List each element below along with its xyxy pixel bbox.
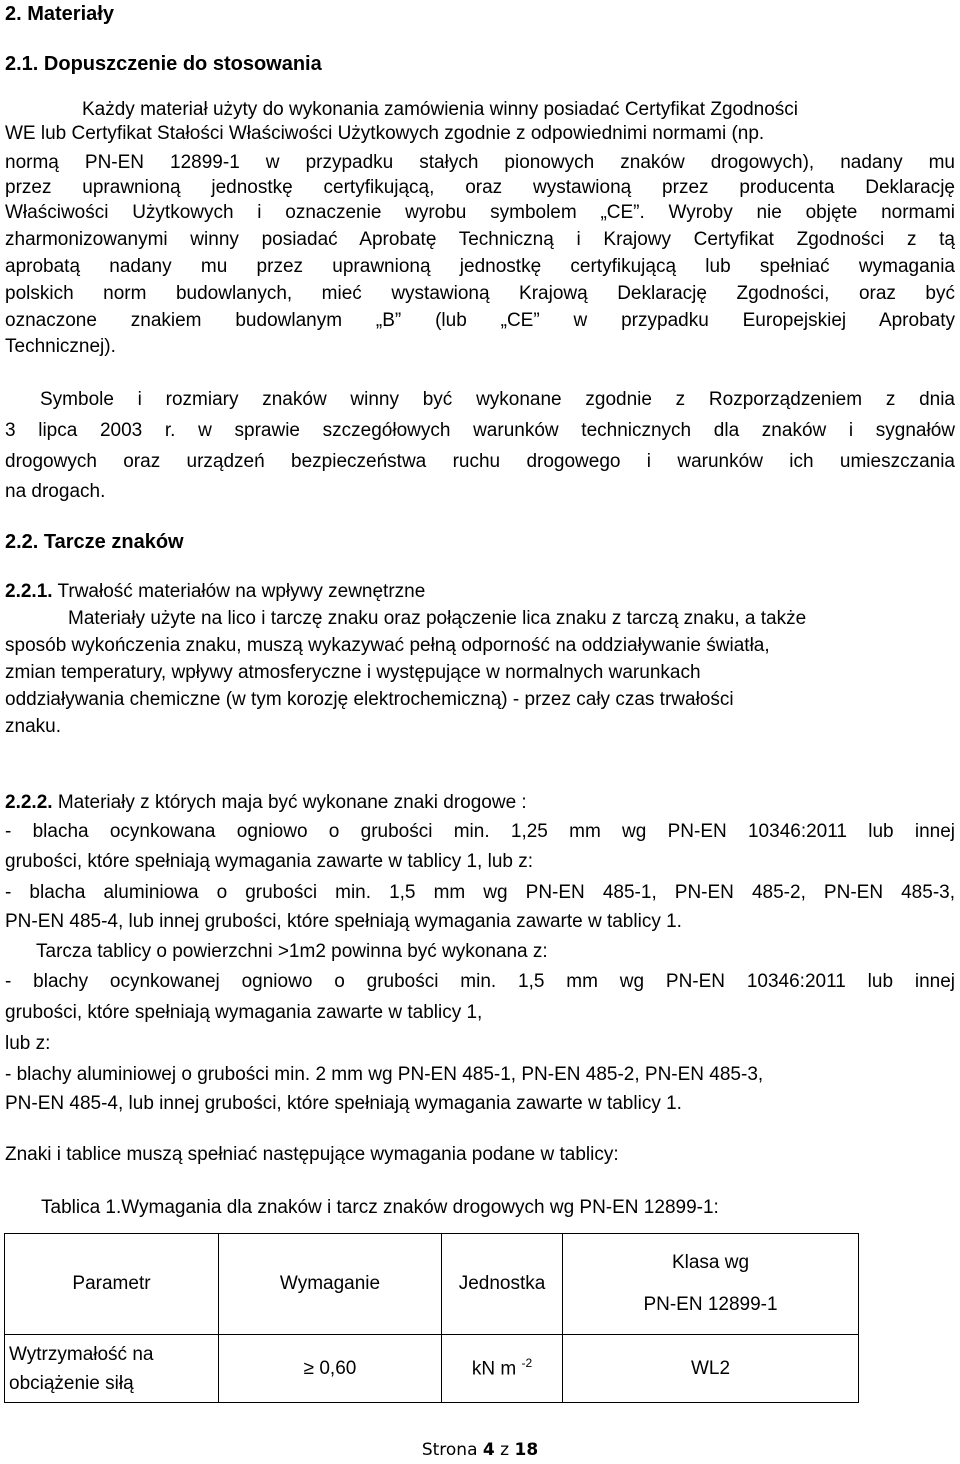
paragraph-line: Każdy materiał użyty do wykonania zamówienia winny posiadać Certyfikat Zgodności	[82, 99, 799, 120]
paragraph-line: PN-EN 485-4, lub innej grubości, które spełniają wymagania zawarte w tablicy 1.	[5, 1093, 682, 1114]
paragraph-line: Materiały użyte na lico i tarczę znaku oraz połączenie lica znaku z tarczą znaku, a także	[68, 608, 807, 629]
item-number: 2.2.1.	[5, 581, 53, 602]
greater-equal-icon: ≥	[303, 1357, 315, 1379]
table-caption: Tablica 1.Wymagania dla znaków i tarcz znaków drogowych wg PN-EN 12899-1:	[41, 1197, 719, 1218]
paragraph-line: zmian temperatury, wpływy atmosferyczne i występujące w normalnych warunkach	[5, 662, 701, 683]
header-class	[563, 1234, 859, 1335]
paragraph-line: sposób wykończenia znaku, muszą wykazywać pełną odporność na oddziaływanie światła,	[5, 635, 770, 656]
header-unit: Jednostka	[442, 1234, 563, 1335]
header-requirement: Wymaganie	[219, 1234, 442, 1335]
header-class-line2: PN-EN 12899-1	[643, 1294, 778, 1315]
requirements-table	[4, 1233, 859, 1403]
paragraph-line: drogowych oraz urządzeń bezpieczeństwa ruchu drogowego i warunków ich umieszczania	[5, 451, 955, 472]
row-unit	[442, 1335, 563, 1403]
paragraph-line: WE lub Certyfikat Stałości Właściwości Użytkowych zgodnie z odpowiednimi normami (np.	[5, 123, 765, 144]
paragraph-line: Symbole i rozmiary znaków winny być wykonane zgodnie z Rozporządzeniem z dnia	[40, 389, 955, 410]
item-heading-2-2-2	[5, 791, 527, 815]
paragraph-line: - blachy aluminiowej o grubości min. 2 mm wg PN-EN 485-1, PN-EN 485-2, PN-EN 485-3,	[5, 1064, 764, 1085]
row-param	[5, 1335, 219, 1403]
paragraph-line: normą PN-EN 12899-1 w przypadku stałych pionowych znaków drogowych), nadany mu	[5, 152, 955, 173]
paragraph-line: oddziaływania chemiczne (w tym korozję elektrochemiczną) - przez cały czas trwałości	[5, 689, 734, 710]
requirements-intro: Znaki i tablice muszą spełniać następujące wymagania podane w tablicy:	[5, 1144, 619, 1165]
item-heading-text: Materiały z których maja być wykonane znaki drogowe :	[57, 792, 527, 813]
paragraph-line: aprobatą nadany mu przez uprawnioną jednostkę certyfikującą lub spełniać wymagania	[5, 256, 955, 277]
footer-prefix: Strona	[421, 1440, 483, 1460]
item-heading-2-2-1	[5, 580, 425, 604]
paragraph-line: - blacha aluminiowa o grubości min. 1,5 mm wg PN-EN 485-1, PN-EN 485-2, PN-EN 485-3,	[5, 882, 955, 903]
table-header-row	[5, 1234, 859, 1335]
row-requirement	[219, 1335, 442, 1403]
paragraph-line: oznaczone znakiem budowlanym „B” (lub „CE” w przypadku Europejskiej Aprobaty	[5, 310, 955, 331]
row-unit-exp: -2	[521, 1356, 533, 1371]
paragraph-line: zharmonizowanymi winny posiadać Aprobatę Techniczną i Krajowy Certyfikat Zgodności z tą	[5, 229, 955, 250]
paragraph-line: Właściwości Użytkowych i oznaczenie wyrobu symbolem „CE”. Wyroby nie objęte normami	[5, 202, 955, 223]
section-title: 2. Materiały	[5, 3, 114, 25]
paragraph-line: PN-EN 485-4, lub innej grubości, które spełniają wymagania zawarte w tablicy 1.	[5, 911, 682, 932]
row-param-line2: obciążenie siłą	[9, 1372, 134, 1394]
row-class: WL2	[563, 1335, 859, 1403]
subsection-title-2-1: 2.1. Dopuszczenie do stosowania	[5, 53, 322, 75]
table-row	[5, 1335, 859, 1403]
paragraph-line: znaku.	[5, 716, 61, 737]
paragraph-line: przez uprawnioną jednostkę certyfikującą, oraz wystawioną przez producenta Deklarację	[5, 177, 955, 198]
paragraph-line: grubości, które spełniają wymagania zawarte w tablicy 1, lub z:	[5, 851, 534, 872]
row-unit-base: kN m	[471, 1358, 517, 1380]
header-class-line1: Klasa wg	[671, 1252, 750, 1273]
paragraph-line: polskich norm budowlanych, mieć wystawioną Krajową Deklarację Zgodności, oraz być	[5, 283, 955, 304]
paragraph-line: Technicznej).	[5, 336, 116, 357]
page-footer	[0, 1440, 960, 1460]
subsection-title-2-2: 2.2. Tarcze znaków	[5, 531, 184, 553]
paragraph-line: grubości, które spełniają wymagania zawarte w tablicy 1,	[5, 1002, 483, 1023]
paragraph-line: lub z:	[5, 1033, 51, 1054]
header-param: Parametr	[5, 1234, 219, 1335]
footer-middle: z	[494, 1440, 515, 1460]
paragraph-line: na drogach.	[5, 481, 106, 502]
paragraph-line: Tarcza tablicy o powierzchni >1m2 powinna być wykonana z:	[36, 941, 548, 962]
item-heading-text: Trwałość materiałów na wpływy zewnętrzne	[57, 581, 426, 602]
item-number: 2.2.2.	[5, 792, 53, 813]
footer-total-pages: 18	[514, 1440, 539, 1460]
paragraph-line: 3 lipca 2003 r. w sprawie szczegółowych warunków technicznych dla znaków i sygnałów	[5, 420, 955, 441]
paragraph-line: - blachy ocynkowanej ogniowo o grubości min. 1,5 mm wg PN-EN 10346:2011 lub innej	[5, 971, 955, 992]
paragraph-line: - blacha ocynkowana ogniowo o grubości min. 1,25 mm wg PN-EN 10346:2011 lub innej	[5, 821, 955, 842]
row-requirement-value: 0,60	[319, 1357, 357, 1379]
row-param-line1: Wytrzymałość na	[9, 1343, 154, 1365]
footer-page-number: 4	[482, 1440, 495, 1460]
